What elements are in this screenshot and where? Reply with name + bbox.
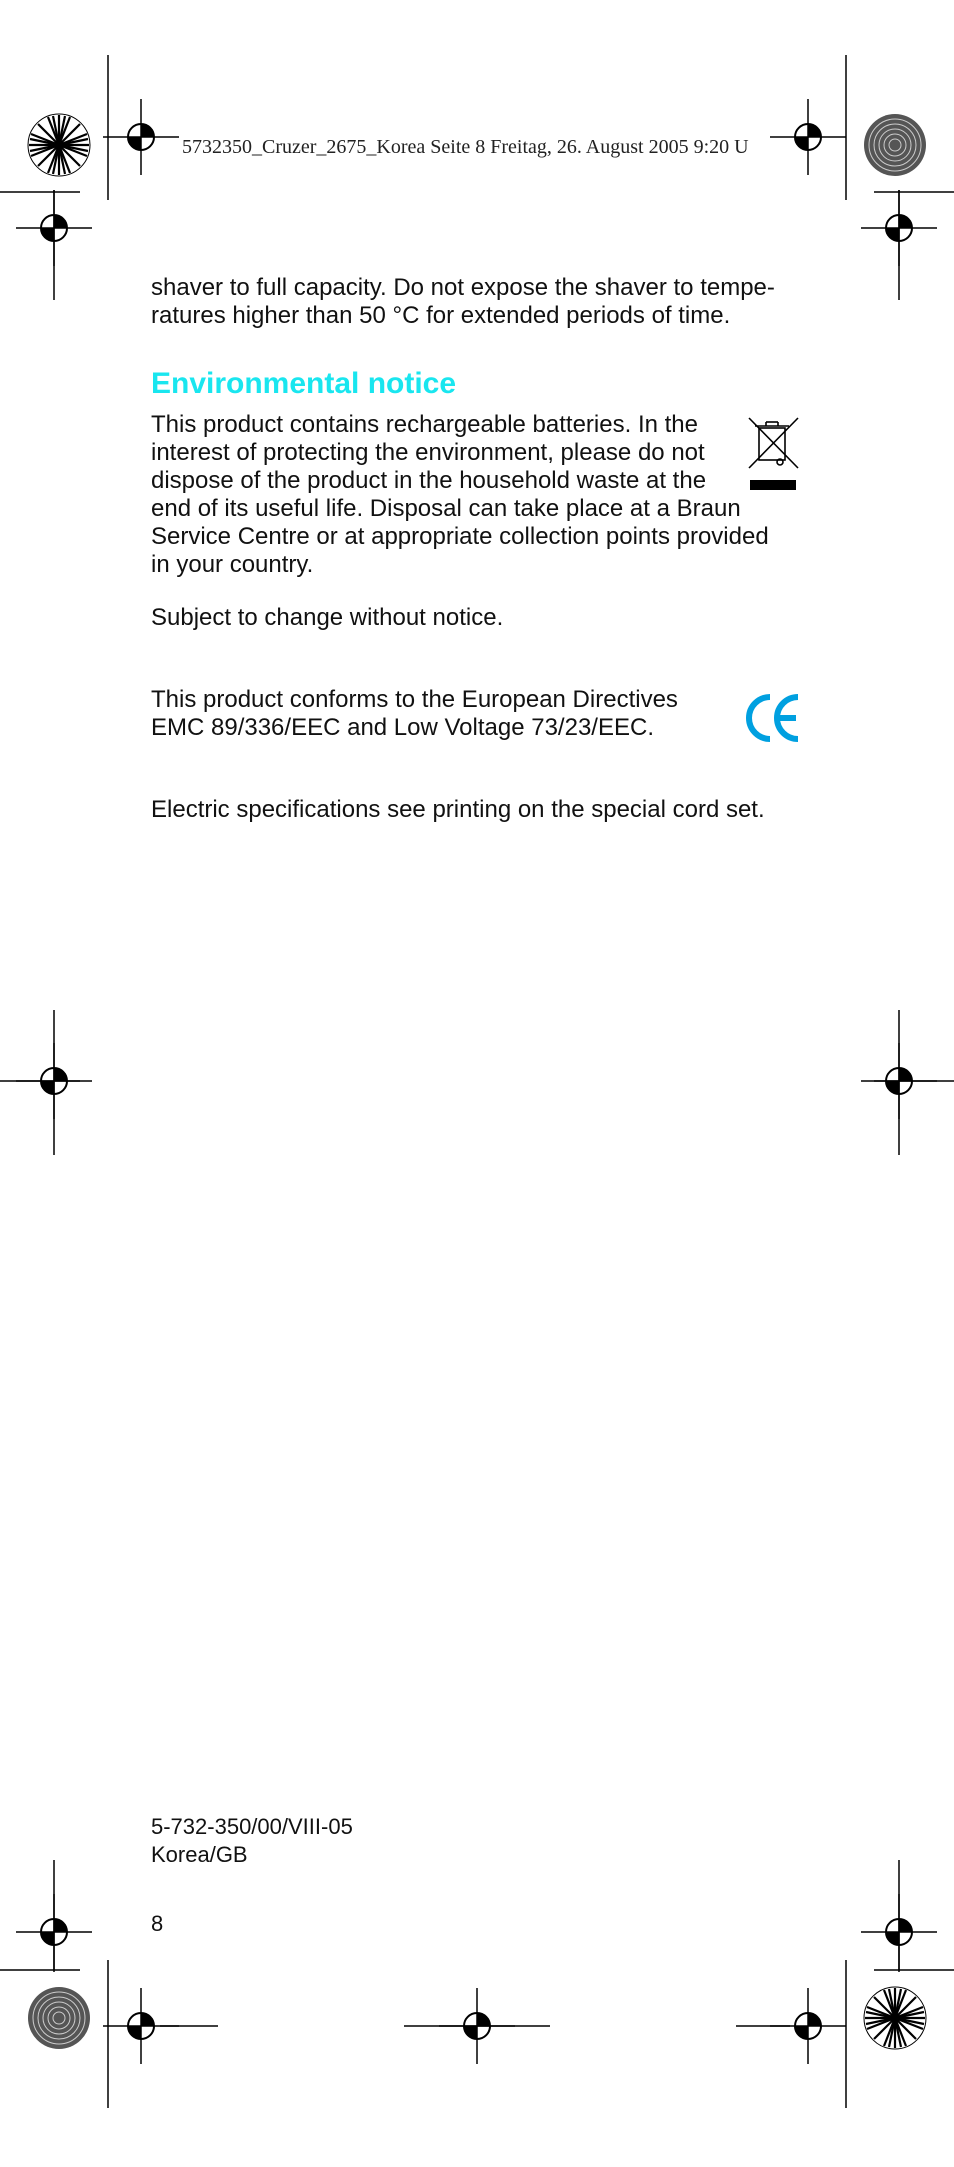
environmental-line-5: Service Centre or at appropriate collection points provided [151, 523, 769, 550]
conformity-statement [151, 686, 751, 742]
environmental-line-6: in your country. [151, 551, 314, 578]
environmental-line-4: end of its useful life. Disposal can take place at a Braun [151, 495, 741, 522]
crossed-out-wheelie-bin-icon [746, 416, 802, 492]
subject-to-change-note: Subject to change without notice. [151, 604, 504, 631]
document-code: 5-732-350/00/VIII-05 [151, 1814, 353, 1839]
slug-line: 5732350_Cruzer_2675_Korea Seite 8 Freitag, 26. August 2005 9:20 U [182, 136, 749, 158]
ce-mark-icon [746, 692, 802, 744]
document-region: Korea/GB [151, 1842, 248, 1867]
environmental-line-1: This product contains rechargeable batteries. In the [151, 411, 698, 438]
page-number: 8 [151, 1911, 164, 1936]
conformity-line-2: EMC 89/336/EEC and Low Voltage 73/23/EEC. [151, 714, 654, 741]
environmental-notice-heading: Environmental notice [151, 367, 457, 400]
environmental-notice-text [151, 411, 811, 579]
electric-specifications-note: Electric specifications see printing on the special cord set. [151, 796, 765, 823]
intro-paragraph: shaver to full capacity. Do not expose the shaver to tempe- ratures higher than 50 °C for extended periods of time. [151, 274, 775, 329]
environmental-line-2: interest of protecting the environment, please do not [151, 439, 705, 466]
conformity-line-1: This product conforms to the European Directives [151, 686, 678, 713]
environmental-line-3: dispose of the product in the household waste at the [151, 467, 707, 494]
